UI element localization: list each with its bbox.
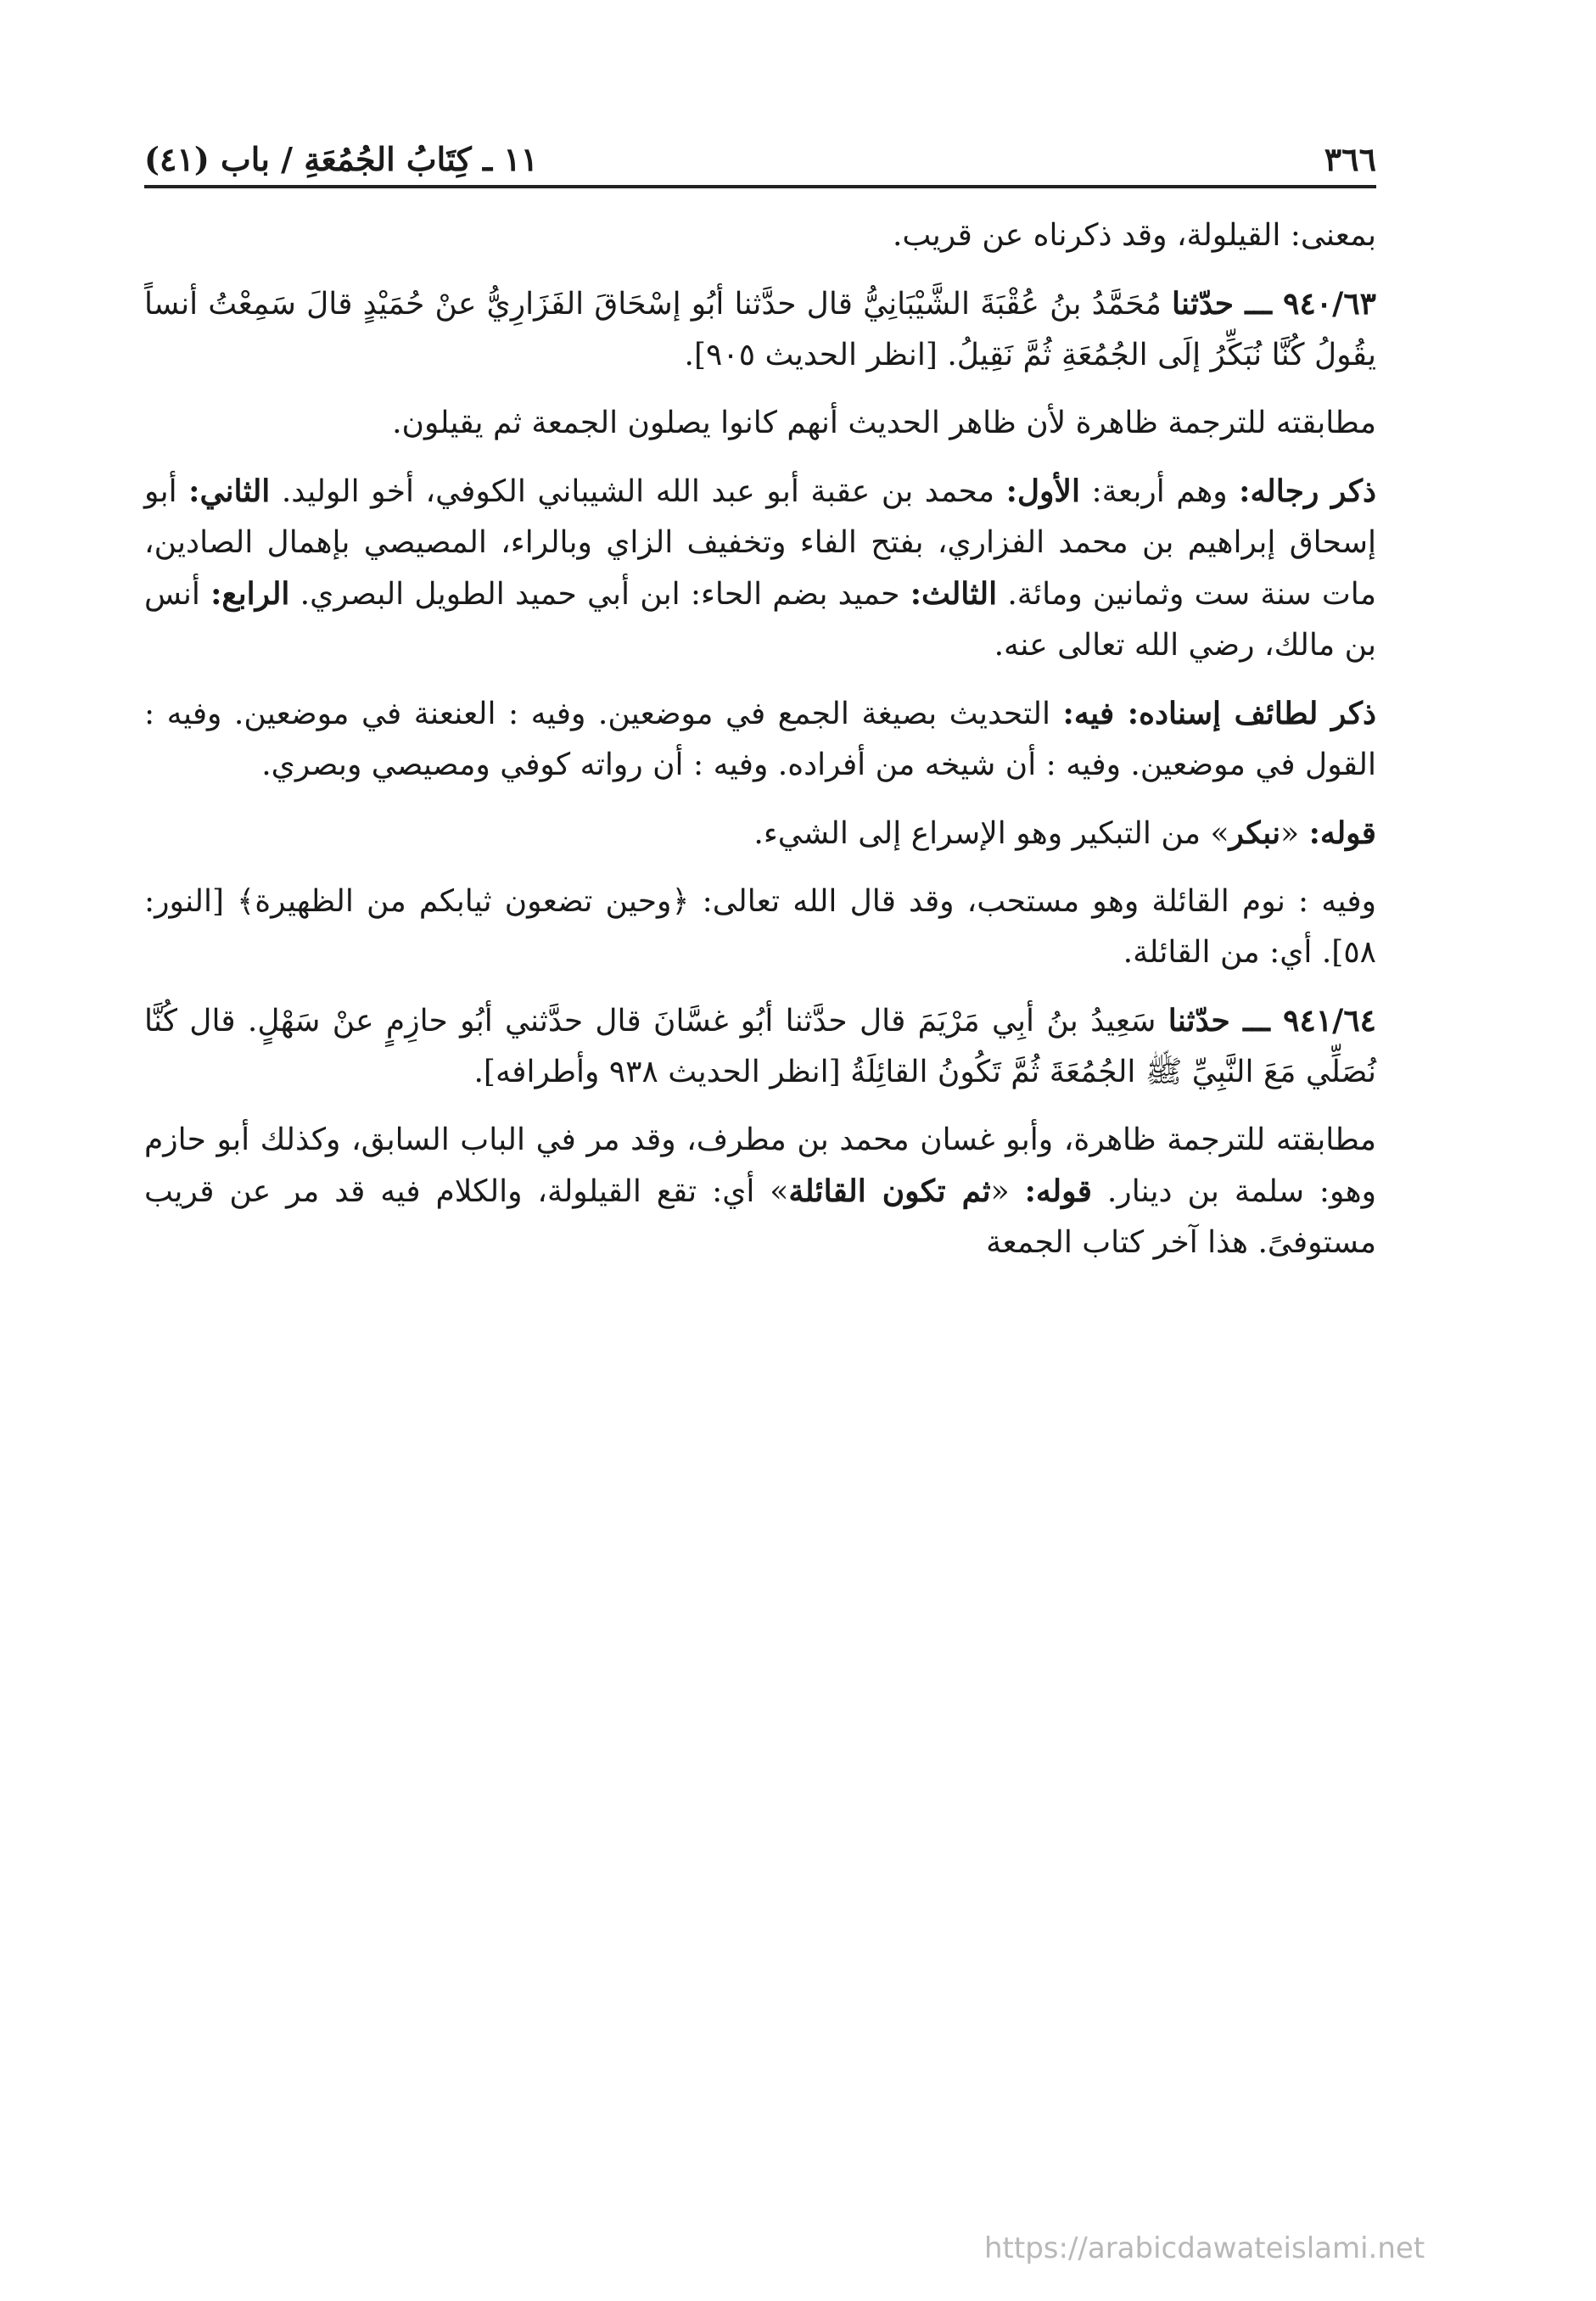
text-segment: مُحَمَّدُ بنُ عُقْبَةَ الشَّيْبَانِيُّ قال حدَّثنا أبُو إسْحَاقَ الفَزَارِيُّ عنْ حُمَيْدٍ قالَ سَمِعْتُ أنساً يقُولُ كُنَّا نُبَكِّرُ إلَى الجُمُعَةِ ثُمَّ نَقِيلُ. [انظر الحديث ٩٠٥]. [144, 287, 1376, 372]
bold-segment: قوله: [1308, 815, 1376, 851]
paragraph [144, 210, 1376, 261]
watermark-url: https://arabicdawateislami.net [984, 2231, 1425, 2265]
text-segment: حميد بضم الحاء: ابن أبي حميد الطويل البصري. [289, 577, 910, 612]
paragraph [144, 466, 1376, 671]
paragraph [144, 1115, 1376, 1268]
text-segment: وفيه : نوم القائلة وهو مستحب، وقد قال الله تعالى: ﴿وحين تضعون ثيابكم من الظهيرة﴾ [النور: ٥٨]. أي: من القائلة. [144, 884, 1377, 970]
paragraph [144, 808, 1376, 859]
paragraph [144, 398, 1376, 449]
bold-segment: ٩٤٠/٦٣ ـــ حدّثنا [1172, 286, 1376, 322]
paragraph [144, 876, 1376, 978]
bold-segment: ٩٤١/٦٤ ـــ حدّثنا [1168, 1003, 1376, 1039]
bold-segment: ثم تكون القائلة [788, 1173, 991, 1209]
text-segment: « [990, 1174, 1025, 1209]
text-segment: بمعنى: القيلولة، وقد ذكرناه عن قريب. [892, 218, 1376, 253]
paragraph [144, 688, 1376, 791]
text-segment: أنس بن مالك، رضي الله تعالى عنه. [144, 577, 1376, 663]
paragraph [144, 278, 1376, 381]
text-segment: مطابقته للترجمة ظاهرة، وأبو غسان محمد بن مطرف، وقد مر في الباب السابق، وكذلك أبو حازم وهو: سلمة بن دينار. [144, 1123, 1377, 1209]
bold-segment: الأول: [1005, 473, 1080, 509]
text-segment: » أي: تقع القيلولة، والكلام فيه قد مر عن قريب مستوفىً. هذا آخر كتاب الجمعة [144, 1174, 1376, 1260]
text-segment: » من التبكير وهو الإسراع إلى الشيء. [753, 816, 1229, 851]
page-number: ٣٦٦ [1324, 140, 1376, 178]
text-segment: أبو إسحاق إبراهيم بن محمد الفزاري، بفتح الفاء وتخفيف الزاي وبالراء، المصيصي بإهمال الصادين، مات سنة ست وثمانين ومائة. [144, 474, 1376, 612]
running-title: ١١ ـ كِتَابُ الجُمُعَةِ / باب (٤١) [144, 140, 539, 178]
text-segment: وهم أربعة: [1079, 474, 1240, 509]
bold-segment: ذكر لطائف إسناده: فيه: [1062, 696, 1376, 731]
text-segment: سَعِيدُ بنُ أبِي مَرْيَمَ قال حدَّثنا أبُو غسَّانَ قال حدَّثني أبُو حازِمٍ عنْ سَهْلٍ. قال كُنَّا نُصَلِّي مَعَ النَّبِيِّ ﷺ الجُمُعَةَ ثُمَّ تَكُونُ القائِلَةُ [انظر الحديث ٩٣٨ وأطرافه]. [144, 1004, 1376, 1089]
text-segment: مطابقته للترجمة ظاهرة لأن ظاهر الحديث أنهم كانوا يصلون الجمعة ثم يقيلون. [392, 406, 1376, 440]
bold-segment: ذكر رجاله: [1239, 473, 1376, 509]
bold-segment: قوله: [1024, 1173, 1092, 1209]
bold-segment: نبكر [1229, 815, 1281, 851]
paragraph [144, 995, 1376, 1098]
body-text [144, 210, 1376, 1285]
bold-segment: الثاني: [188, 473, 271, 509]
header-rule [144, 185, 1376, 188]
bold-segment: الرابع: [210, 576, 290, 612]
text-segment: « [1280, 816, 1309, 851]
text-segment: محمد بن عقبة أبو عبد الله الشيباني الكوفي، أخو الوليد. [270, 474, 1006, 509]
page-header [144, 127, 1376, 178]
text-segment: التحديث بصيغة الجمع في موضعين. وفيه : العنعنة في موضعين. وفيه : القول في موضعين. وفيه : أن شيخه من أفراده. وفيه : أن رواته كوفي ومصيصي وبصري. [144, 697, 1376, 782]
bold-segment: الثالث: [910, 576, 998, 612]
